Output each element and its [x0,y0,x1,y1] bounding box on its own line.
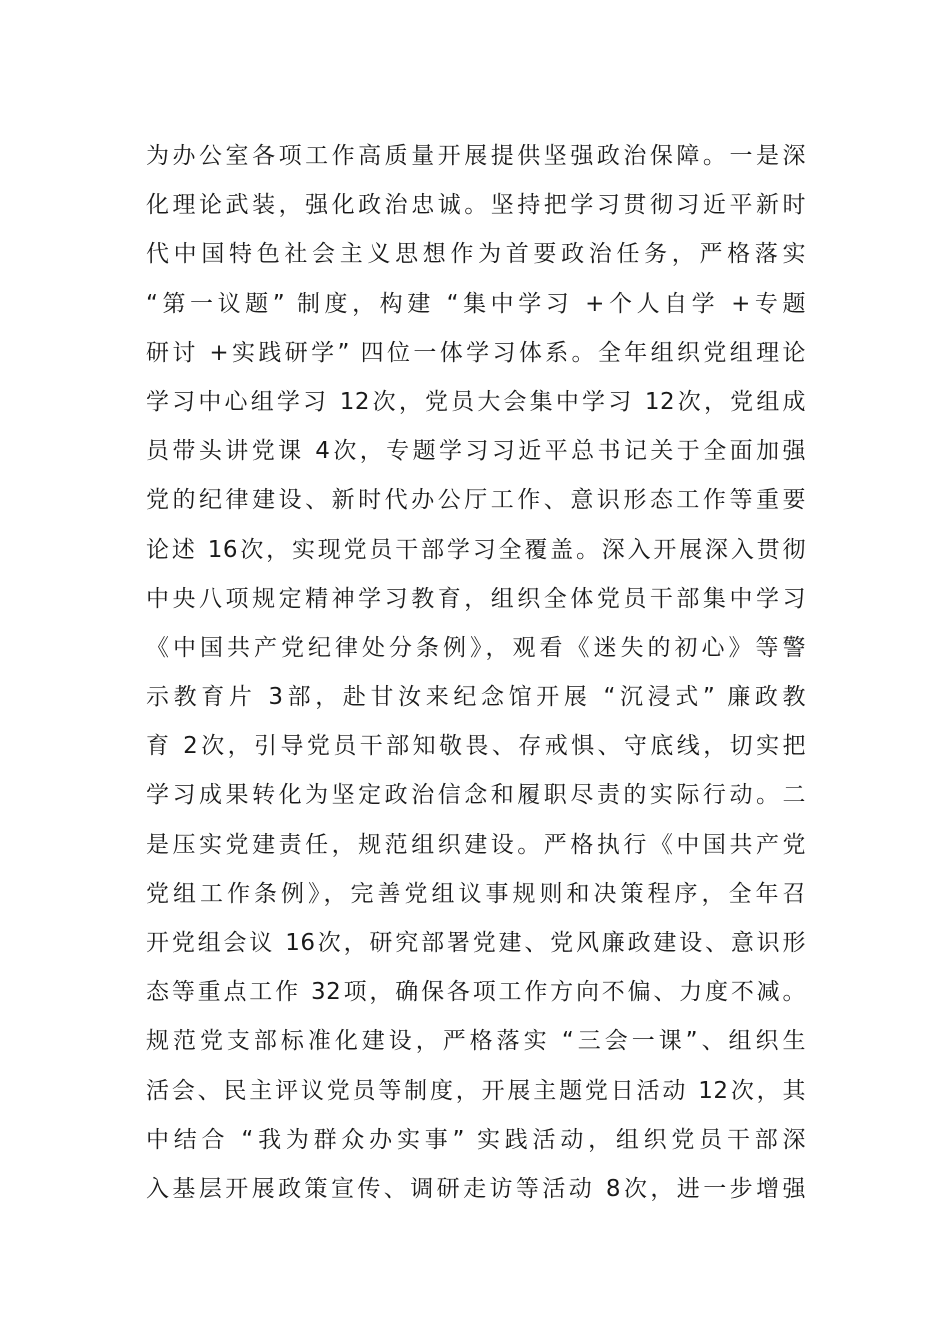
text-line: 是压实党建责任，规范组织建设。严格执行《中国共产党 [146,831,806,858]
text-line: 论述 16次，实现党员干部学习全覆盖。深入开展深入贯彻 [146,536,806,563]
text-line: 党组工作条例》，完善党组议事规则和决策程序，全年召 [146,880,806,907]
text-line: 《中国共产党纪律处分条例》，观看《迷失的初心》等警 [146,634,806,661]
text-line: 员带头讲党课 4次，专题学习习近平总书记关于全面加强 [146,438,806,465]
text-line: 示教育片 3部，赴甘汝来纪念馆开展 “沉浸式” 廉政教 [146,684,806,711]
text-line: 为办公室各项工作高质量开展提供坚强政治保障。一是深 [146,143,806,169]
text-line: 规范党支部标准化建设，严格落实 “三会一课”、组织生 [146,1028,806,1055]
body-paragraph [146,132,806,1214]
text-line: “第一议题” 制度，构建 “集中学习 +个人自学 +专题 [146,290,806,317]
text-line: 学习中心组学习 12次，党员大会集中学习 12次，党组成 [146,388,806,415]
text-line: 育 2次，引导党员干部知敬畏、存戒惧、守底线，切实把 [146,733,806,760]
text-line: 研讨 +实践研学” 四位一体学习体系。全年组织党组理论 [146,339,806,366]
text-line: 学习成果转化为坚定政治信念和履职尽责的实际行动。二 [146,782,806,809]
text-line: 代中国特色社会主义思想作为首要政治任务，严格落实 [146,241,806,268]
text-line: 态等重点工作 32项，确保各项工作方向不偏、力度不减。 [146,979,806,1006]
text-line: 中央八项规定精神学习教育，组织全体党员干部集中学习 [146,585,806,612]
text-line: 开党组会议 16次，研究部署党建、党风廉政建设、意识形 [146,930,806,956]
text-line: 党的纪律建设、新时代办公厅工作、意识形态工作等重要 [146,487,806,514]
text-line: 活会、民主评议党员等制度，开展主题党日活动 12次，其 [146,1077,806,1104]
text-line: 化理论武装，强化政治忠诚。坚持把学习贯彻习近平新时 [146,192,806,219]
text-line: 入基层开展政策宣传、调研走访等活动 8次，进一步增强 [146,1175,806,1202]
text-line: 中结合 “我为群众办实事” 实践活动，组织党员干部深 [146,1126,806,1153]
